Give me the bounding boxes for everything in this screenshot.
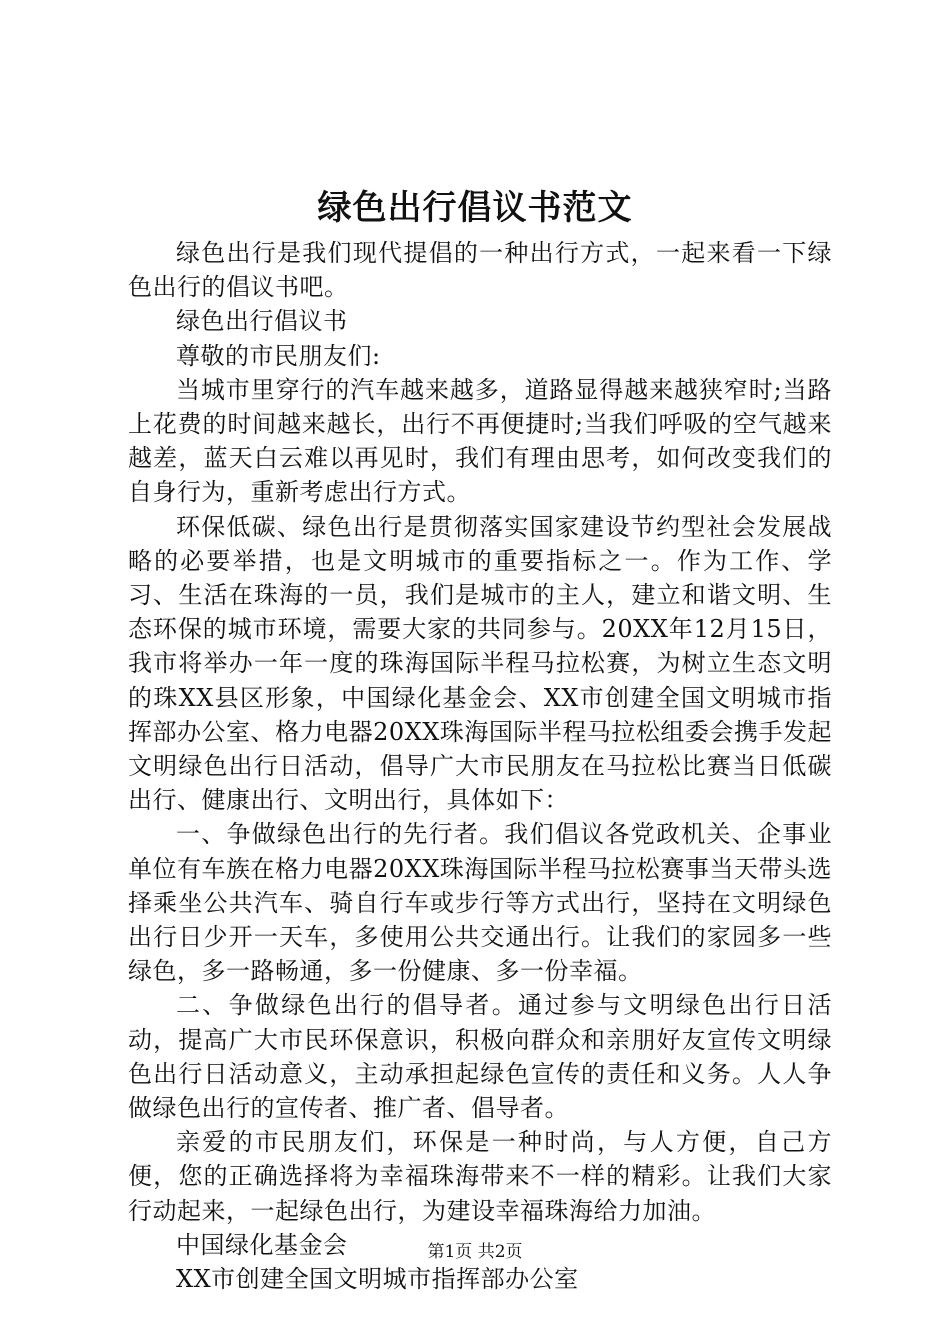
paragraph-background: 当城市里穿行的汽车越来越多，道路显得越来越狭窄时;当路上花费的时间越来越长，出行不再便捷时;当我们呼吸的空气越来越差，蓝天白云难以再见时，我们有理由思考，如何改变我们的自身行为，重新考虑出行方式。 [128, 375, 832, 507]
signature-organization-2: XX市创建全国文明城市指挥部办公室 [176, 1265, 579, 1294]
signature-organization-1: 中国绿化基金会 [176, 1230, 348, 1259]
paragraph-event: 环保低碳、绿色出行是贯彻落实国家建设节约型社会发展战略的必要举措，也是文明城市的重要指标之一。作为工作、学习、生活在珠海的一员，我们是城市的主人，建立和谐文明、生态环保的城市环境，需要大家的共同参与。20XX年12月15日，我市将举办一年一度的珠海国际半程马拉松赛，为树立生态文明的珠XX县区形象，中国绿化基金会、XX市创建全国文明城市指挥部办公室、格力电器20XX珠海国际半程马拉松组委会携手发起文明绿色出行日活动，倡导广大市民朋友在马拉松比赛当日低碳出行、健康出行、文明出行，具体如下： [128, 512, 832, 815]
page-number: 第1页 共2页 [427, 1242, 523, 1262]
document-title: 绿色出行倡议书范文 [317, 188, 633, 228]
paragraph-point-two: 二、争做绿色出行的倡导者。通过参与文明绿色出行日活动，提高广大市民环保意识，积极向群众和亲朋好友宣传文明绿色出行日活动意义，主动承担起绿色宣传的责任和义务。人人争做绿色出行的宣传者、推广者、倡导者。 [128, 991, 832, 1123]
paragraph-heading: 绿色出行倡议书 [176, 307, 348, 336]
paragraph-intro: 绿色出行是我们现代提倡的一种出行方式，一起来看一下绿色出行的倡议书吧。 [128, 239, 832, 302]
paragraph-closing: 亲爱的市民朋友们，环保是一种时尚，与人方便，自己方便，您的正确选择将为幸福珠海带来不一样的精彩。让我们大家行动起来，一起绿色出行，为建设幸福珠海给力加油。 [128, 1128, 832, 1225]
paragraph-salutation: 尊敬的市民朋友们: [176, 341, 381, 370]
paragraph-point-one: 一、争做绿色出行的先行者。我们倡议各党政机关、企事业单位有车族在格力电器20XX珠海国际半程马拉松赛事当天带头选择乘坐公共汽车、骑自行车或步行等方式出行，坚持在文明绿色出行日少开一天车，多使用公共交通出行。让我们的家园多一些绿色，多一路畅通，多一份健康、多一份幸福。 [128, 820, 832, 986]
document-body [128, 236, 832, 1296]
